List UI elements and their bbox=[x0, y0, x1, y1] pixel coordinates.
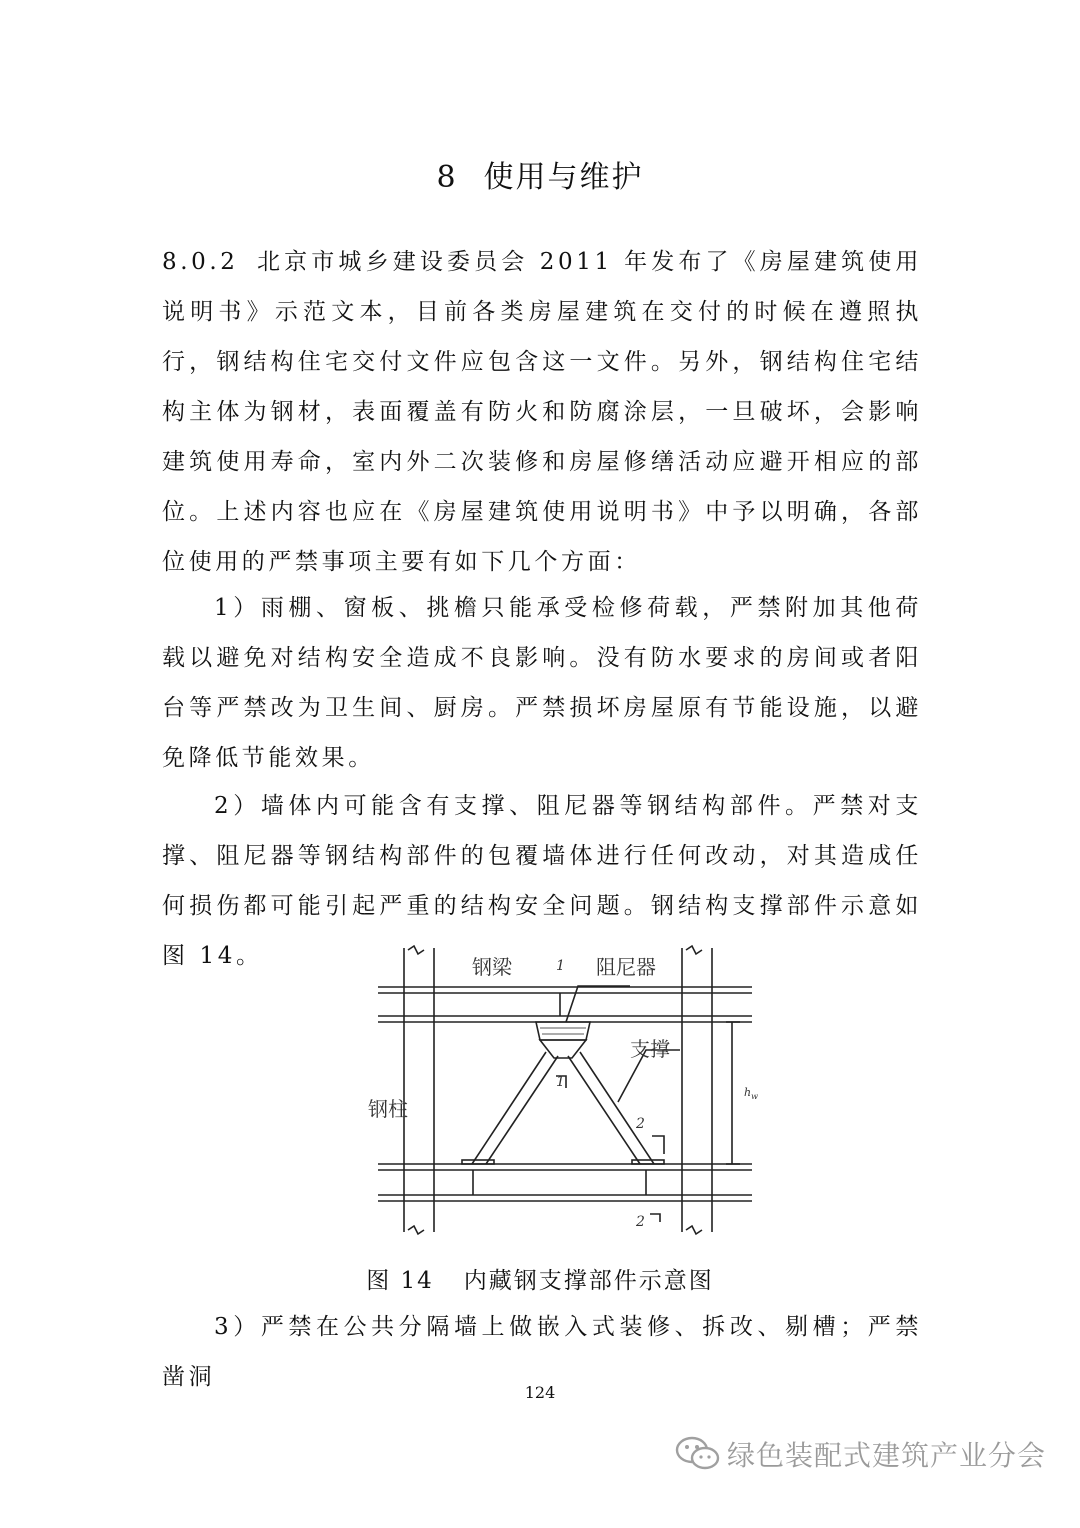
section-2-brace-label: 2 bbox=[636, 1116, 645, 1132]
section-intro-paragraph bbox=[162, 237, 922, 587]
left-brace bbox=[472, 1052, 558, 1164]
brace-label: 支撑 bbox=[630, 1037, 670, 1061]
height-dimension-label: $h_w$ bbox=[744, 1086, 758, 1101]
right-base-plate bbox=[632, 1160, 664, 1164]
list-item: 1）雨棚、窗板、挑檐只能承受检修荷载，严禁附加其他荷载以避免对结构安全造成不良影响。没有防水要求的房间或者阳台等严禁改为卫生间、厨房。严禁损坏房屋原有节能设施，以避免降低节能效果。 bbox=[162, 595, 922, 771]
chapter-name: 使用与维护 bbox=[483, 160, 644, 195]
section-1-top-label: 1 bbox=[556, 958, 565, 974]
wechat-icon bbox=[675, 1436, 721, 1472]
break-mark bbox=[408, 946, 424, 954]
figure-caption bbox=[0, 1262, 1080, 1295]
steel-brace-diagram bbox=[360, 940, 780, 1240]
section-intro-text: 北京市城乡建设委员会 2011 年发布了《房屋建筑使用说明书》示范文本，目前各类房屋建筑在交付的时候在遵照执行，钢结构住宅交付文件应包含这一文件。另外，钢结构住宅结构主体为钢材，表面覆盖有防火和防腐涂层，一旦破坏，会影响建筑使用寿命，室内外二次装修和房屋修缮活动应避开相应的部位。上述内容也应在《房屋建筑使用说明书》中予以明确，各部位使用的严禁事项主要有如下几个方面： bbox=[162, 249, 922, 575]
damper-box bbox=[536, 1022, 590, 1040]
watermark-text: 绿色装配式建筑产业分会 bbox=[726, 1439, 1046, 1472]
left-base-plate bbox=[462, 1160, 494, 1164]
section-2-mark bbox=[652, 1136, 664, 1154]
right-brace bbox=[568, 1052, 654, 1164]
section-2-bottom-mark bbox=[650, 1214, 660, 1222]
watermark bbox=[675, 1434, 1046, 1474]
damper-gusset bbox=[540, 1040, 586, 1058]
figure-14 bbox=[360, 940, 780, 1240]
figure-caption-text: 内藏钢支撑部件示意图 bbox=[463, 1268, 714, 1294]
figure-number: 图 14 bbox=[366, 1268, 434, 1294]
section-number: 8.0.2 bbox=[162, 249, 239, 275]
section-2-bottom-label: 2 bbox=[636, 1214, 645, 1230]
column-label: 钢柱 bbox=[368, 1097, 408, 1121]
section-1-brace-label: 1 bbox=[556, 1074, 565, 1090]
beam-label: 钢梁 bbox=[472, 955, 512, 979]
list-item: 2）墙体内可能含有支撑、阻尼器等钢结构部件。严禁对支撑、阻尼器等钢结构部件的包覆墙体进行任何改动，对其造成任何损伤都可能引起严重的结构安全问题。钢结构支撑部件示意如图 14。 bbox=[162, 793, 922, 969]
chapter-title bbox=[0, 152, 1080, 196]
chapter-number: 8 bbox=[436, 160, 458, 195]
damper-label: 阻尼器 bbox=[596, 955, 656, 979]
list-item: 3）严禁在公共分隔墙上做嵌入式装修、拆改、剔槽；严禁凿洞 bbox=[162, 1314, 922, 1390]
page-number: 124 bbox=[524, 1383, 556, 1402]
